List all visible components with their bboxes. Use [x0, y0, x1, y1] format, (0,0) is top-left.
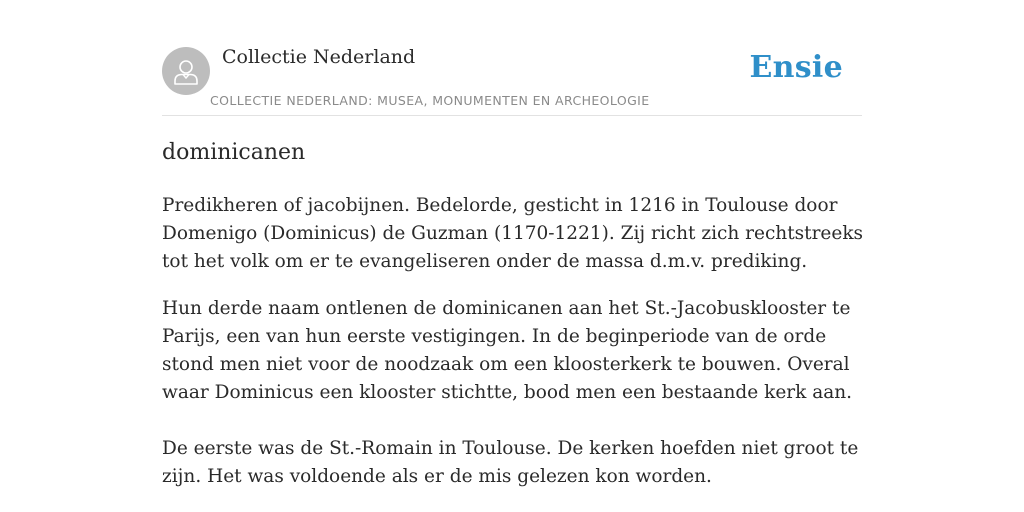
- author-avatar[interactable]: [162, 47, 210, 95]
- article-paragraph: Predikheren of jacobijnen. Bedelorde, gesticht in 1216 in Toulouse door Domenigo (Dominicus) de Guzman (1170-1221). Zij richt zich rechtstreeks tot het volk om er te evangeliseren onder de massa d.m.v. prediking.: [162, 195, 864, 272]
- article-paragraph: De eerste was de St.-Romain in Toulouse. De kerken hoefden niet groot te zijn. Het was voldoende als er de mis gelezen kon worden.: [162, 438, 859, 487]
- page-header: [162, 0, 862, 116]
- ensie-logo[interactable]: Ensie: [749, 50, 843, 85]
- author-subtitle: COLLECTIE NEDERLAND: MUSEA, MONUMENTEN EN ARCHEOLOGIE: [210, 93, 650, 108]
- user-outline-icon: [162, 47, 210, 95]
- author-name-link[interactable]: Collectie Nederland: [222, 46, 416, 68]
- article-body: [162, 192, 864, 491]
- article-title: dominicanen: [162, 140, 306, 165]
- article-paragraph: Hun derde naam ontlenen de dominicanen aan het St.-Jacobusklooster te Parijs, een van hun eerste vestigingen. In de beginperiode van de orde stond men niet voor de noodzaak om een kloosterkerk te bouwen. Overal waar Dominicus een klooster stichtte, bood men een bestaande kerk aan.: [162, 298, 853, 403]
